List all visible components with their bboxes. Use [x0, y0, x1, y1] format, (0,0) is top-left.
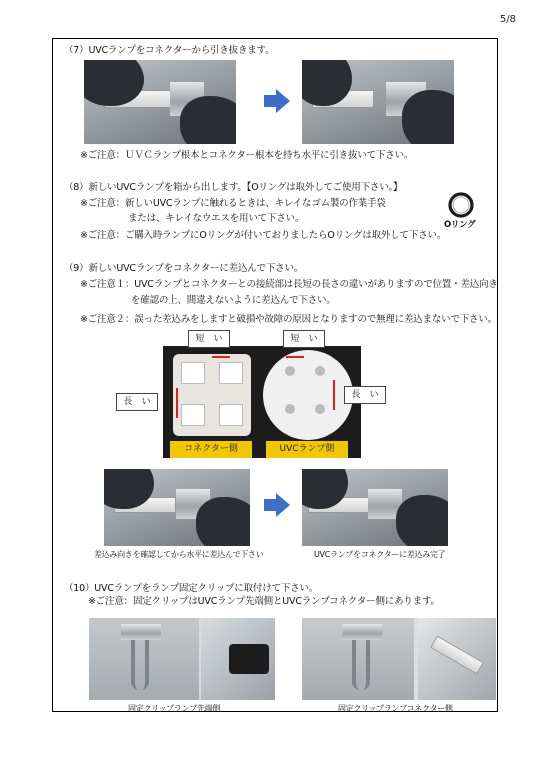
long-marker-left [176, 388, 178, 418]
long-marker-right [333, 380, 335, 410]
caption-insert-before: 差込み向きを確認してから水平に差込んで下さい [94, 550, 264, 559]
insert-photo-after [302, 469, 448, 546]
step9-title: （9）新しいUVCランプをコネクターに差込んで下さい。 [64, 263, 304, 274]
label-short-right: 短 い [283, 330, 325, 348]
step9-note2: ※ご注意２：誤った差込みをしますと破損や故障の原因となりますので無理に差込まないで下さい。 [80, 314, 497, 325]
clip-photo-tip [89, 618, 275, 700]
step8-note1-b: または、キレイなウエスを用いて下さい。 [128, 213, 305, 224]
step7-arrow-head [276, 89, 290, 113]
caption-insert-after: UVCランプをコネクターに差込み完了 [314, 550, 446, 559]
caption-clip-tip: 固定クリップランプ先端側 [128, 704, 221, 713]
label-long-left: 長 い [116, 393, 158, 411]
step9-note1-b: を確認の上、間違えないように差込んで下さい。 [131, 295, 336, 306]
clip-photo-connector [302, 618, 496, 700]
step8-title: （8）新しいUVCランプを箱から出します。【Oリングは取外してご使用下さい。】 [64, 182, 403, 193]
short-marker-left [212, 356, 230, 358]
label-long-right: 長 い [344, 386, 386, 404]
step8-note2: ※ご注意：ご購入時ランプにOリングが付いておりましたらOリングは取外して下さい。 [80, 230, 447, 241]
lamp-side-label: UVCランプ側 [266, 441, 348, 458]
step8-note1-a: ※ご注意：新しいUVCランプに触れるときは、キレイなゴム製の作業手袋 [80, 198, 386, 209]
short-marker-right [286, 356, 304, 358]
step9-note1-a: ※ご注意１：UVCランプとコネクターとの接続部は長短の長さの違いがありますので位置・差込向き [80, 279, 498, 290]
step7-arrow [264, 95, 276, 107]
label-short-left: 短 い [188, 330, 230, 348]
oring-label: Oリング [444, 220, 476, 230]
step10-note: ※ご注意：固定クリップはUVCランプ先端側とUVCランプコネクター側にあります。 [88, 596, 440, 607]
step7-title: （7）UVCランプをコネクターから引き抜きます。 [64, 45, 275, 56]
step9-arrow [264, 499, 276, 511]
insert-photo-before [104, 469, 250, 546]
caption-clip-connector: 固定クリップランプコネクター側 [338, 704, 453, 713]
step7-note: ※ご注意：ＵＶＣランプ根本とコネクター根本を持ち水平に引き抜いて下さい。 [80, 150, 414, 161]
step9-arrow-head [276, 493, 290, 517]
step7-photo-before [84, 60, 236, 144]
step10-title: （10）UVCランプをランプ固定クリップに取付けて下さい。 [64, 583, 318, 594]
step7-photo-after [302, 60, 454, 144]
connector-side-label: コネクター側 [170, 441, 252, 458]
page-number: 5/8 [499, 14, 516, 25]
